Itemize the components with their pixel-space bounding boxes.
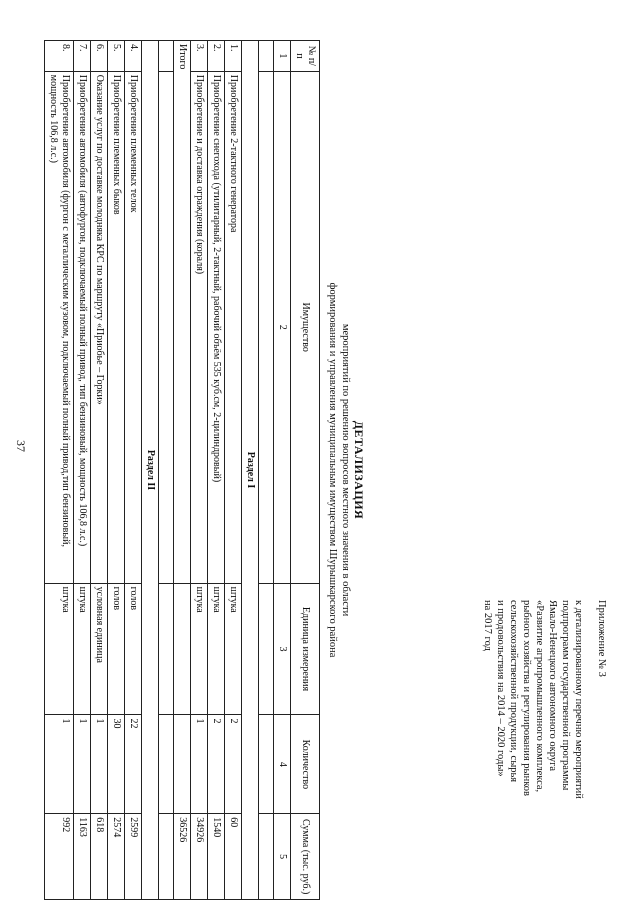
row-qty: 2 [225,715,242,814]
total-unit [174,583,191,715]
column-index: 3 [274,583,291,715]
row-name: Оказание услуг по доставке молодняка КРС по маршруту «Приобье – Горки» [91,71,108,583]
document-subtitle-line-2: формирования и управления муниципальным имуществом Шурышкарского района [327,282,338,658]
row-qty: 22 [125,715,142,814]
table-row [191,41,208,900]
row-name: Приобретение автомобиля (фургон с металлическим кузовом, подключаемый полный привод,тип бензиновый, мощность 106,8 л.с.) [45,71,74,583]
rotated-document-sheet [20,40,620,900]
row-name: Приобретение племенных быков [108,71,125,583]
total-qty [174,715,191,814]
row-sum: 60 [225,814,242,900]
appendix-line: подпрограмм государственной программы [560,600,571,791]
row-unit: голов [108,583,125,715]
total-label: Итого [174,41,191,584]
row-sum: 1540 [208,814,225,900]
row-sum: 1163 [74,814,91,900]
section-header-row [242,41,259,900]
column-index: 4 [274,715,291,814]
column-index: 1 [274,41,291,72]
row-num: 1. [225,41,242,72]
section-header-row [142,41,159,900]
row-unit: штука [74,583,91,715]
row-num: 5. [108,41,125,72]
header-name: Имущество [291,71,320,583]
row-sum: 2574 [108,814,125,900]
spacer-row [259,41,274,900]
table-header-row [291,41,320,900]
header-num: № п/п [291,41,320,72]
header-sum: Сумма (тыс. руб.) [291,814,320,900]
appendix-note [481,600,608,880]
spacer-row [159,41,174,900]
row-name: Приобретение 2-тактного генератора [225,71,242,583]
header-unit: Единица измерения [291,583,320,715]
header-qty: Количество [291,715,320,814]
appendix-line: «Развитие агропромышленного комплекса, [534,600,545,793]
row-num: 8. [45,41,74,72]
appendix-line: сельскохозяйственной продукции, сырья [508,600,519,783]
row-name: Приобретение племенных телок [125,71,142,583]
column-index: 5 [274,814,291,900]
table-row [74,41,91,900]
document-title: ДЕТАЛИЗАЦИЯ [352,420,366,520]
row-unit: условная единица [91,583,108,715]
section-title: Раздел II [142,41,159,900]
row-qty: 1 [45,715,74,814]
table-row [45,41,74,900]
details-table [44,40,320,900]
row-name: Приобретение снегохода (утилитарный, 2-тактный, рабочий объём 535 куб.см, 2-цилиндровый) [208,71,225,583]
appendix-line: к детализированному перечню мероприятий [573,600,584,799]
row-sum: 34926 [191,814,208,900]
row-unit: штука [45,583,74,715]
section-title: Раздел I [242,41,259,900]
row-num: 2. [208,41,225,72]
row-unit: штука [208,583,225,715]
row-num: 7. [74,41,91,72]
row-qty: 1 [91,715,108,814]
column-index: 2 [274,71,291,583]
row-qty: 2 [208,715,225,814]
row-name: Приобретение автомобиля (автофургон, подключаемый полный привод, тип бензиновый, мощность 106,8 л.с.) [74,71,91,583]
document-subtitle-line-1: мероприятий по решению вопросов местного значения в области [340,323,351,617]
row-qty: 1 [74,715,91,814]
row-num: 3. [191,41,208,72]
total-row [174,41,191,900]
row-unit: голов [125,583,142,715]
appendix-line: Ямало-Ненецкого автономного округа [547,600,558,772]
page-number: 37 [14,440,28,452]
appendix-line: на 2017 год [482,600,493,651]
details-table-wrapper [44,40,320,900]
total-sum: 36526 [174,814,191,900]
column-index-row [274,41,291,900]
row-unit: штука [225,583,242,715]
table-row [125,41,142,900]
row-unit: штука [191,583,208,715]
row-num: 4. [125,41,142,72]
row-num: 6. [91,41,108,72]
table-row [91,41,108,900]
row-name: Приобретение и доставка ограждения (кораля) [191,71,208,583]
row-sum: 2599 [125,814,142,900]
appendix-title: Приложение № 3 [596,600,607,677]
row-sum: 618 [91,814,108,900]
table-row [208,41,225,900]
row-qty: 30 [108,715,125,814]
appendix-line: рыбного хозяйства и регулирования рынков [521,600,532,796]
table-row [108,41,125,900]
document-heading [326,40,365,900]
table-row [225,41,242,900]
row-sum: 992 [45,814,74,900]
row-qty: 1 [191,715,208,814]
appendix-line: и продовольствия на 2014 – 2020 годы» [495,600,506,777]
